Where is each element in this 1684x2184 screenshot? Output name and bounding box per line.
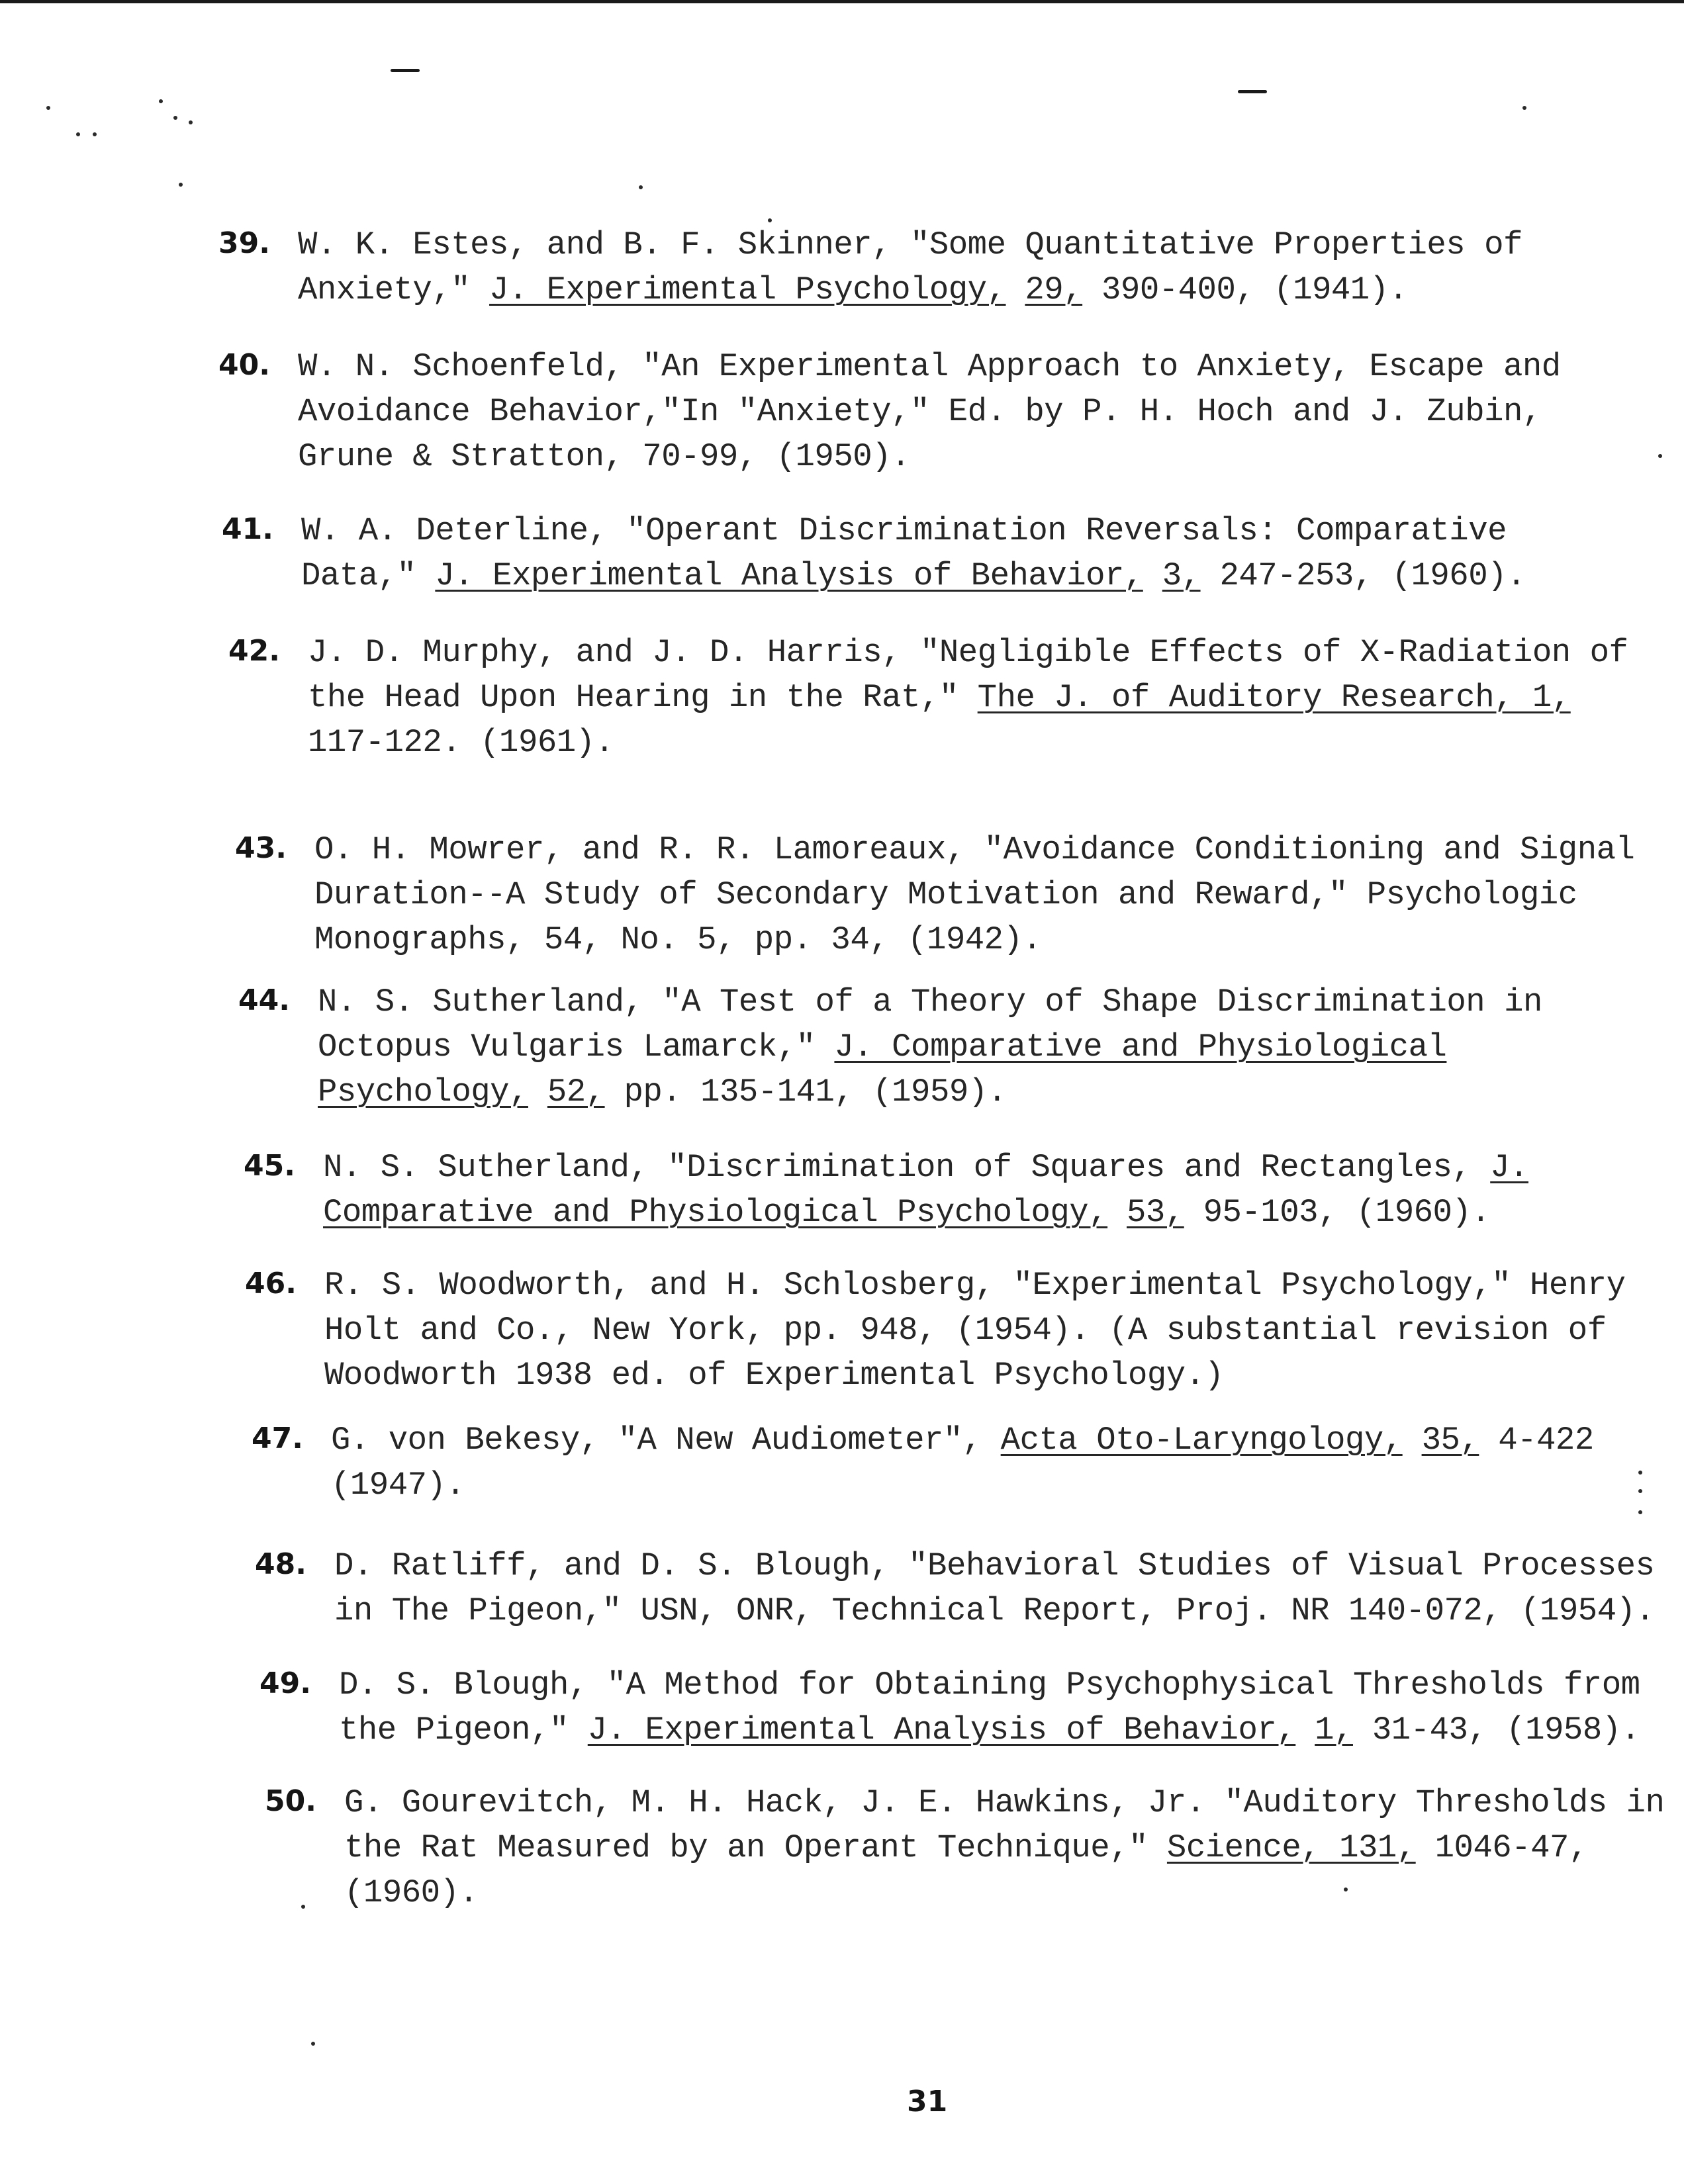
reference-number: 46. xyxy=(245,1267,297,1300)
reference-number: 47. xyxy=(252,1422,303,1455)
top-border-line xyxy=(0,0,1684,3)
scan-speck xyxy=(1658,454,1662,458)
journal-name: J. Experimental Psychology, xyxy=(489,271,1006,308)
reference-authors-title: W. N. Schoenfeld, "An Experimental Approach to Anxiety, Escape and Avoidance Behavior,"In "Anxiety," Ed. by P. H. Hoch and J. Zubin, Grune & Stratton, 70-99, (1950). xyxy=(298,348,1561,475)
reference-number: 49. xyxy=(259,1666,311,1700)
reference-text xyxy=(308,630,1632,765)
reference-pages-year: 95-103, (1960). xyxy=(1203,1194,1491,1231)
reference-number: 50. xyxy=(265,1784,316,1818)
reference-text xyxy=(334,1543,1658,1633)
reference-authors-title: O. H. Mowrer, and R. R. Lamoreaux, "Avoidance Conditioning and Signal Duration--A Study of Secondary Motivation and Reward," Psychologic Monographs, 54, No. 5, pp. 34, (1942). xyxy=(314,831,1635,958)
journal-name: J. Comparative and Physiological Psychology, xyxy=(323,1149,1529,1231)
journal-name: Acta Oto-Laryngology, xyxy=(1000,1422,1403,1459)
journal-name: J. Comparative and Physiological Psychology, xyxy=(318,1028,1447,1111)
reference-authors-title: J. D. Murphy, and J. D. Harris, "Negligible Effects of X-Radiation of the Head Upon Hearing in the Rat," xyxy=(308,634,1628,716)
scan-speck xyxy=(1522,106,1526,110)
scan-speck xyxy=(301,1905,305,1909)
scan-mark xyxy=(1238,90,1267,93)
page-number: 31 xyxy=(907,2085,948,2118)
journal-volume: 29, xyxy=(1025,271,1083,308)
journal-volume: 35, xyxy=(1421,1422,1479,1459)
reference-pages-year: 117-122. (1961). xyxy=(308,724,614,761)
reference-number: 39. xyxy=(218,226,270,260)
reference-pages-year: 31-43, (1958). xyxy=(1372,1711,1640,1749)
reference-text xyxy=(314,827,1638,962)
scan-speck xyxy=(1638,1510,1642,1514)
reference-number: 48. xyxy=(255,1547,306,1581)
scan-mark xyxy=(391,69,420,72)
reference-authors-title: G. von Bekesy, "A New Audiometer", xyxy=(331,1422,982,1459)
scan-speck xyxy=(46,106,50,110)
reference-text xyxy=(298,344,1622,479)
reference-text xyxy=(301,508,1625,598)
scan-speck xyxy=(179,183,183,187)
journal-name: Science, 131, xyxy=(1166,1829,1416,1866)
scan-speck xyxy=(159,99,163,103)
reference-number: 42. xyxy=(228,634,280,668)
reference-text xyxy=(339,1662,1663,1752)
reference-text xyxy=(318,979,1642,1115)
journal-volume: 53, xyxy=(1127,1194,1184,1231)
scan-speck xyxy=(189,120,193,124)
reference-pages-year: 1046-47, (1960). xyxy=(344,1829,1588,1911)
scan-speck xyxy=(311,2042,315,2046)
reference-authors-title: N. S. Sutherland, "A Test of a Theory of Shape Discrimination in Octopus Vulgaris Lamarck," xyxy=(318,983,1542,1066)
journal-volume: 52, xyxy=(547,1073,605,1111)
reference-number: 44. xyxy=(238,983,290,1017)
reference-pages-year: 4-422 (1947). xyxy=(331,1422,1594,1504)
reference-authors-title: D. S. Blough, "A Method for Obtaining Psychophysical Thresholds from the Pigeon," xyxy=(339,1666,1640,1749)
reference-number: 40. xyxy=(218,348,270,382)
reference-number: 45. xyxy=(244,1149,295,1183)
journal-volume: 3, xyxy=(1162,557,1201,594)
reference-authors-title: D. Ratliff, and D. S. Blough, "Behavioral Studies of Visual Processes in The Pigeon," USN, ONR, Technical Report, Proj. NR 140-072, (1954). xyxy=(334,1547,1655,1629)
reference-authors-title: G. Gourevitch, M. H. Hack, J. E. Hawkins, Jr. "Auditory Thresholds in the Rat Measured by an Operant Technique," xyxy=(344,1784,1665,1866)
journal-name: J. Experimental Analysis of Behavior, xyxy=(587,1711,1296,1749)
reference-number: 41. xyxy=(222,512,273,546)
reference-pages-year: pp. 135-141, (1959). xyxy=(624,1073,1007,1111)
reference-pages-year: 390-400, (1941). xyxy=(1101,271,1408,308)
reference-number: 43. xyxy=(235,831,287,865)
reference-pages-year: 247-253, (1960). xyxy=(1219,557,1526,594)
journal-name: J. Experimental Analysis of Behavior, xyxy=(435,557,1143,594)
reference-authors-title: R. S. Woodworth, and H. Schlosberg, "Experimental Psychology," Henry Holt and Co., New York, pp. 948, (1954). (A substantial revision of Woodworth 1938 ed. of Experimental Psychology.) xyxy=(324,1267,1626,1394)
reference-text xyxy=(331,1418,1655,1508)
scan-speck xyxy=(76,132,80,136)
reference-text xyxy=(344,1780,1668,1915)
scan-speck xyxy=(639,185,643,189)
reference-text xyxy=(323,1145,1647,1235)
reference-authors-title: W. A. Deterline, "Operant Discrimination Reversals: Comparative Data," xyxy=(301,512,1507,594)
reference-authors-title: N. S. Sutherland, "Discrimination of Squares and Rectangles, xyxy=(323,1149,1472,1186)
scan-speck xyxy=(173,116,177,120)
journal-volume: 1, xyxy=(1315,1711,1353,1749)
journal-name: The J. of Auditory Research, 1, xyxy=(977,679,1571,716)
reference-authors-title: W. K. Estes, and B. F. Skinner, "Some Quantitative Properties of Anxiety," xyxy=(298,226,1522,308)
reference-text xyxy=(324,1263,1648,1398)
scan-speck xyxy=(93,132,97,136)
reference-text xyxy=(298,222,1622,312)
